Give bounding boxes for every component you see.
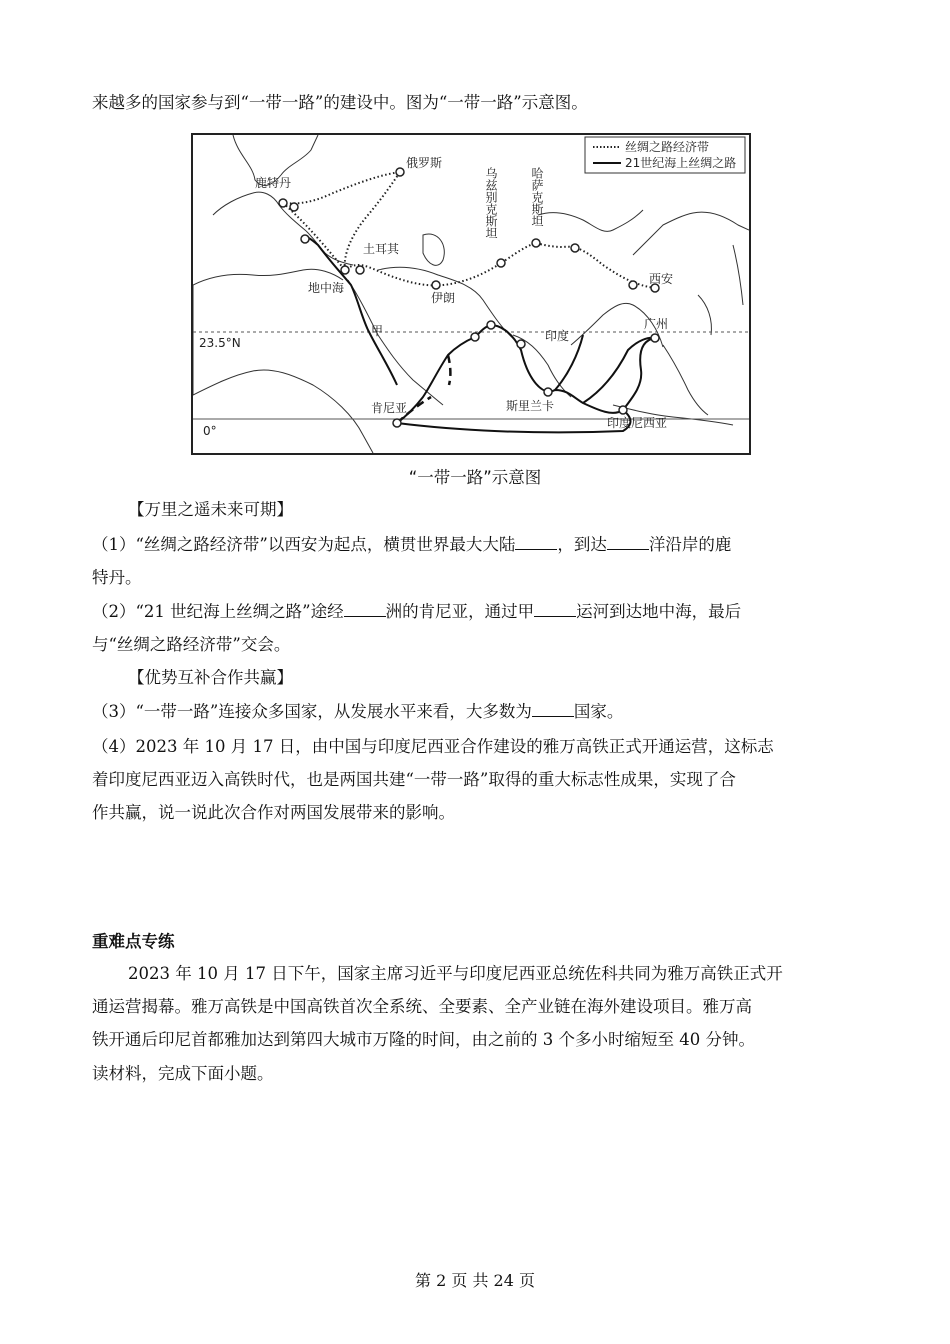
label-equator: 0° [203, 424, 217, 438]
label-kazakhstan: 哈萨克斯坦 [530, 167, 544, 227]
blank-1b[interactable] [607, 534, 649, 550]
label-iran: 伊朗 [431, 291, 456, 305]
belt-road-map [191, 133, 751, 455]
label-tropic: 23.5°N [199, 336, 241, 350]
blank-1a[interactable] [515, 534, 557, 550]
section2-heading: 【优势互补合作共赢】 [128, 668, 293, 687]
silk-road-branch [283, 203, 345, 270]
question-4-line1: （4）2023 年 10 月 17 日，由中国与印度尼西亚合作建设的雅万高铁正式开通运营，这标志 [92, 737, 774, 756]
label-india: 印度 [545, 329, 570, 343]
page-footer: 第 2 页 共 24 页 [415, 1271, 535, 1290]
label-uzbekistan: 乌兹别克斯坦 [484, 167, 498, 239]
question-3: （3）“一带一路”连接众多国家，从发展水平来看，大多数为 国家。 [92, 702, 624, 721]
label-xian: 西安 [649, 272, 674, 286]
practice-line3: 铁开通后印尼首都雅加达到第四大城市万隆的时间，由之前的 3 个多小时缩短至 40 分钟。 [92, 1030, 755, 1049]
label-turkey: 土耳其 [363, 242, 400, 256]
question-4-line2: 着印度尼西亚迈入高铁时代，也是两国共建“一带一路”取得的重大标志性成果，实现了合 [92, 770, 736, 789]
blank-2a[interactable] [344, 601, 386, 617]
question-1: （1）“丝绸之路经济带”以西安为起点，横贯世界最大大陆 ，到达 洋沿岸的鹿 [92, 535, 732, 554]
label-mediterranean: 地中海 [308, 281, 345, 295]
question-2-cont: 与“丝绸之路经济带”交会。 [92, 635, 291, 654]
label-jia: 甲 [371, 324, 384, 338]
practice-line2: 通运营揭幕。雅万高铁是中国高铁首次全系统、全要素、全产业链在海外建设项目。雅万高 [92, 997, 752, 1016]
legend [585, 137, 745, 173]
question-2: （2）“21 世纪海上丝绸之路”途经 洲的肯尼亚，通过甲 运河到达地中海，最后 [92, 602, 742, 621]
label-guangzhou: 广州 [644, 317, 669, 331]
question-1-cont: 特丹。 [92, 568, 142, 587]
label-rotterdam: 鹿特丹 [255, 176, 292, 190]
maritime-route-north [303, 237, 397, 385]
intro-line: 来越多的国家参与到“一带一路”的建设中。图为“一带一路”示意图。 [92, 93, 588, 112]
legend-silk-road: 丝绸之路经济带 [625, 140, 710, 154]
blank-2b[interactable] [534, 601, 576, 617]
label-indonesia: 印度尼西亚 [607, 416, 668, 430]
label-sri-lanka: 斯里兰卡 [506, 399, 555, 413]
practice-line1: 2023 年 10 月 17 日下午，国家主席习近平与印度尼西亚总统佐科共同为雅万高铁正式开 [128, 964, 783, 983]
practice-title: 重难点专练 [92, 932, 175, 951]
label-kenya: 肯尼亚 [371, 401, 408, 415]
blank-3[interactable] [532, 701, 574, 717]
practice-line4: 读材料，完成下面小题。 [92, 1064, 274, 1083]
label-russia: 俄罗斯 [406, 156, 443, 170]
section1-heading: 【万里之遥未来可期】 [128, 500, 293, 519]
question-4-line3: 作共赢，说一说此次合作对两国发展带来的影响。 [92, 803, 455, 822]
legend-maritime: 21世纪海上丝绸之路 [625, 156, 737, 170]
map-caption: “一带一路”示意图 [408, 468, 542, 487]
